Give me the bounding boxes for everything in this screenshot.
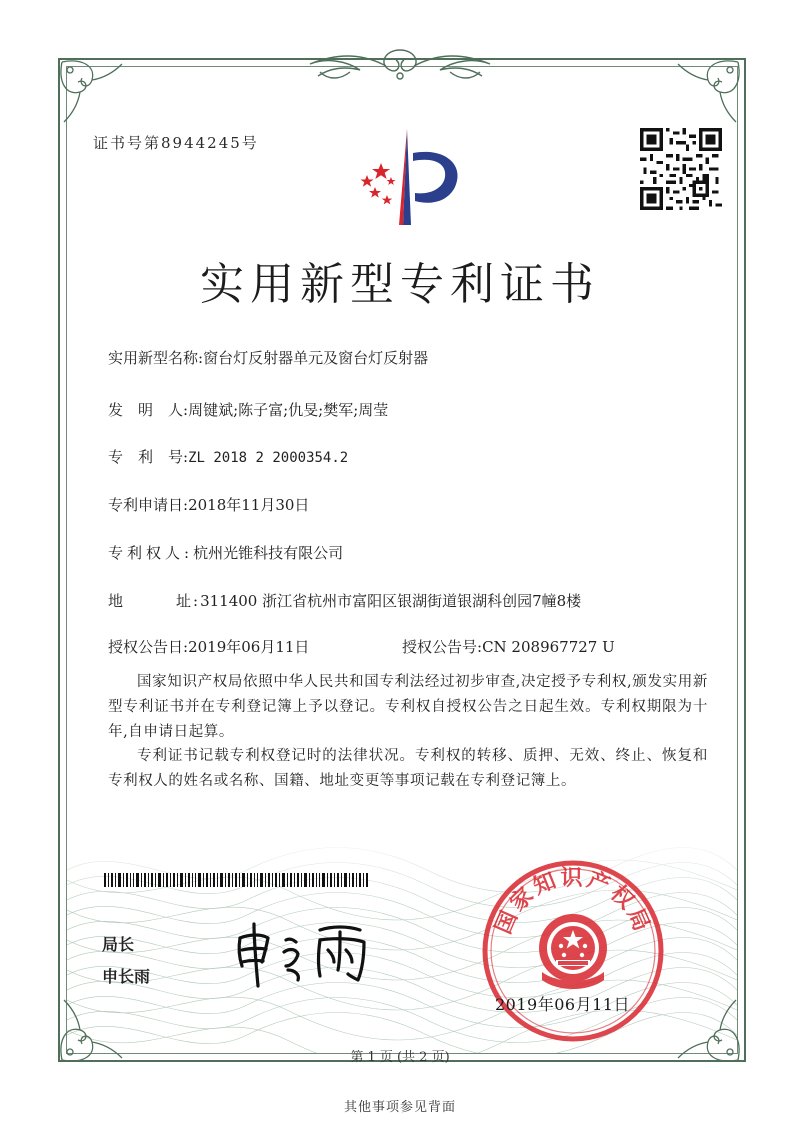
- field-value: 2018年11月30日: [188, 496, 310, 514]
- seal-date: 2019年06月11日: [495, 995, 630, 1014]
- field-grant-number: [402, 636, 615, 657]
- corner-ornament-top-right: [668, 52, 748, 132]
- field-address: [108, 590, 581, 611]
- corner-ornament-top-left: [52, 52, 132, 132]
- field-value: ZL 2018 2 2000354.2: [188, 450, 349, 466]
- official-seal-icon: [478, 856, 668, 1046]
- field-value: 2019年06月11日: [188, 638, 310, 656]
- field-value: 311400 浙江省杭州市富阳区银湖街道银湖科创园7幢8楼: [200, 592, 582, 610]
- field-label: 实用新型名称:: [108, 349, 204, 367]
- field-label: 发 明 人:: [108, 401, 189, 419]
- field-grant-date: [108, 636, 309, 657]
- field-patentee: [108, 542, 343, 563]
- field-utility-model-name: [108, 347, 428, 368]
- field-label: 地 址:: [108, 592, 201, 610]
- field-value: 周键斌;陈子富;仇旻;樊军;周莹: [188, 401, 389, 419]
- footer-note: 其他事项参见背面: [343, 1100, 456, 1115]
- body-paragraph-2: 专利证书记载专利权登记时的法律状况。专利权的转移、质押、无效、终止、恢复和专利权人的姓名或名称、国籍、地址变更等事项记载在专利登记簿上。: [108, 748, 708, 789]
- field-value: 杭州光锥科技有限公司: [193, 544, 344, 562]
- field-label: 授权公告日:: [108, 638, 189, 656]
- body-paragraph-1: 国家知识产权局依照中华人民共和国专利法经过初步审查,决定授予专利权,颁发实用新型专利证书并在专利登记簿上予以登记。专利权自授权公告之日起生效。专利权期限为十年,自申请日起算。: [108, 674, 708, 740]
- field-label: 专利申请日:: [108, 496, 189, 514]
- top-ornament: [290, 42, 510, 88]
- cnipa-logo-icon: [345, 125, 470, 230]
- director-name: 申长雨: [102, 967, 151, 986]
- field-label: 授权公告号:: [402, 638, 483, 656]
- certificate-number: 证书号第8944245号: [93, 134, 259, 152]
- certificate-title: 实用新型专利证书: [200, 259, 600, 310]
- field-filing-date: [108, 494, 309, 515]
- page-number: 第 1 页 (共 2 页): [350, 1050, 450, 1065]
- field-label: 专 利 号:: [108, 448, 189, 466]
- svg-text:国家知识产权局: 国家知识产权局: [491, 866, 655, 938]
- qr-code: [640, 128, 722, 210]
- barcode: [104, 873, 368, 887]
- field-label: 专利权人:: [108, 544, 194, 562]
- field-value: CN 208967727 U: [482, 638, 615, 656]
- field-value: 窗台灯反射器单元及窗台灯反射器: [203, 349, 429, 367]
- field-inventor: [108, 399, 388, 420]
- field-patent-number: [108, 446, 348, 467]
- director-title: 局长: [102, 935, 135, 954]
- handwritten-signature: [228, 918, 388, 988]
